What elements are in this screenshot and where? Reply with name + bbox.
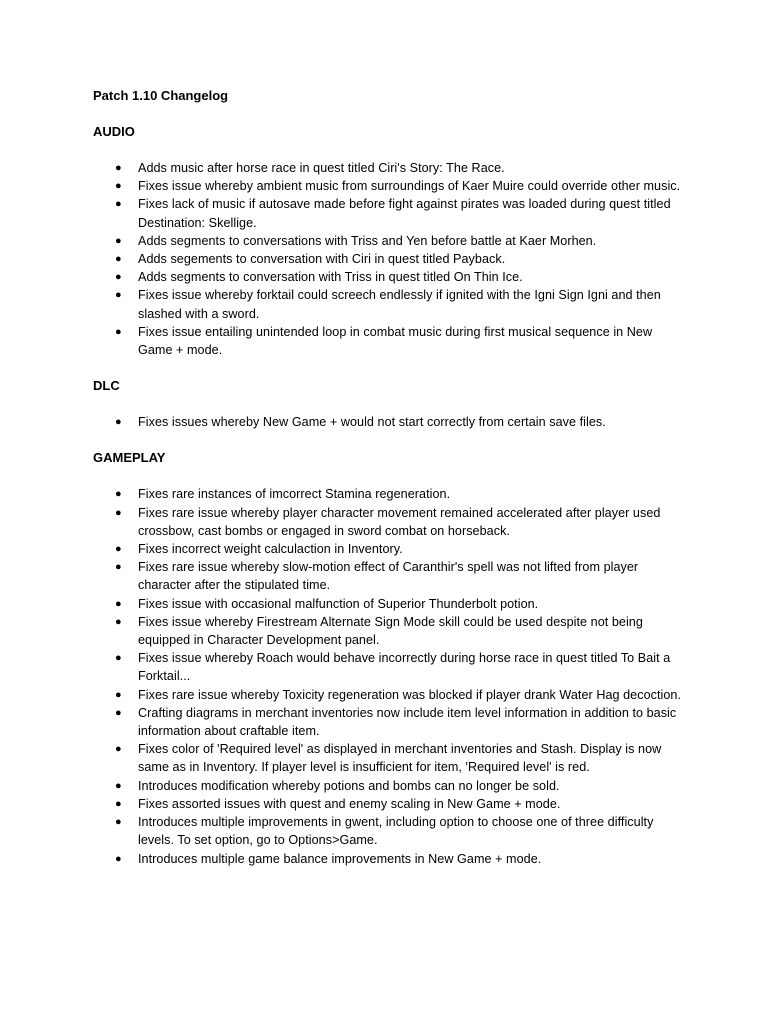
list-item-text: Fixes issue whereby ambient music from surroundings of Kaer Muire could override other music. (138, 179, 681, 194)
list-item-text: Fixes assorted issues with quest and enemy scaling in New Game + mode. (138, 796, 561, 811)
section-gameplay (93, 449, 683, 867)
list-item-text: Fixes issue whereby Firestream Alternate Sign Mode skill could be used despite not being equipped in Character Development panel. (138, 614, 643, 648)
bullet-icon: ● (115, 652, 122, 665)
list-item-text: Fixes rare issue whereby slow-motion effect of Caranthir's spell was not lifted from player character after the stipulated time. (138, 560, 639, 593)
list-item-text: Fixes incorrect weight calculaction in Inventory. (138, 542, 403, 557)
bullet-icon: ● (115, 488, 122, 501)
list-item (93, 268, 683, 286)
list-item (93, 613, 683, 649)
list-item (93, 177, 683, 195)
bullet-icon: ● (115, 597, 122, 610)
changelog-sections (93, 123, 683, 868)
list-item-text: Fixes rare issue whereby Toxicity regeneration was blocked if player drank Water Hag decoction. (138, 687, 682, 702)
list-item-text: Fixes issues whereby New Game + would not start correctly from certain save files. (138, 415, 606, 430)
bullet-icon: ● (115, 743, 122, 756)
bullet-icon: ● (115, 180, 122, 193)
list-item (93, 813, 683, 849)
list-item (93, 286, 683, 322)
bullet-icon: ● (115, 271, 122, 284)
section-heading: DLC (93, 378, 120, 394)
list-item (93, 195, 683, 231)
list-item (93, 323, 683, 359)
bullet-list (93, 413, 683, 431)
list-item (93, 740, 683, 776)
bullet-icon: ● (115, 162, 122, 174)
list-item-text: Fixes issue entailing unintended loop in combat music during first musical sequence in New Game + mode. (138, 324, 653, 358)
list-item (93, 485, 683, 503)
list-item-text: Introduces modification whereby potions and bombs can no longer be sold. (138, 778, 560, 793)
list-item (93, 159, 683, 177)
list-item (93, 250, 683, 268)
list-item-text: Crafting diagrams in merchant inventories now include item level information in addition to basic information about craftable item. (138, 705, 677, 739)
bullet-list (93, 159, 683, 359)
bullet-icon: ● (115, 615, 122, 628)
bullet-icon: ● (115, 797, 122, 810)
section-dlc (93, 377, 683, 431)
list-item-text: Introduces multiple improvements in gwent, including option to choose one of three difficulty levels. To set option, go to Options>Game. (138, 815, 654, 848)
list-item (93, 504, 683, 540)
bullet-icon: ● (115, 234, 122, 247)
changelog-document (93, 87, 683, 868)
list-item-text: Introduces multiple game balance improvements in New Game + mode. (138, 851, 542, 866)
bullet-list (93, 485, 683, 867)
section-heading: AUDIO (93, 124, 135, 139)
list-item-text: Fixes issue whereby Roach would behave incorrectly during horse race in quest titled To Bait a Forktail... (138, 651, 671, 684)
list-item-text: Adds segments to conversation with Triss in quest titled On Thin Ice. (138, 270, 523, 285)
list-item-text: Adds segments to conversations with Triss and Yen before battle at Kaer Morhen. (138, 233, 597, 248)
bullet-icon: ● (115, 289, 122, 302)
list-item (93, 704, 683, 740)
bullet-icon: ● (115, 506, 122, 519)
bullet-icon: ● (115, 325, 122, 338)
bullet-icon: ● (115, 779, 122, 792)
bullet-icon: ● (115, 688, 122, 701)
list-item-text: Fixes color of 'Required level' as displayed in merchant inventories and Stash. Display is now same as in Inventory. If player level is insufficient for item, 'Required level' is red. (138, 742, 662, 775)
list-item (93, 413, 683, 431)
list-item-text: Fixes rare issue whereby player character movement remained accelerated after player used crossbow, cast bombs or engaged in sword combat on horseback. (138, 505, 661, 538)
bullet-icon: ● (115, 816, 122, 829)
list-item (93, 649, 683, 685)
list-item (93, 686, 683, 704)
list-item (93, 850, 683, 868)
list-item (93, 558, 683, 594)
bullet-icon: ● (115, 706, 122, 719)
list-item-text: Adds music after horse race in quest titled Ciri's Story: The Race. (138, 161, 505, 175)
list-item (93, 795, 683, 813)
bullet-icon: ● (115, 416, 122, 429)
list-item (93, 540, 683, 558)
list-item (93, 232, 683, 250)
bullet-icon: ● (115, 852, 122, 865)
list-item-text: Adds segements to conversation with Ciri in quest titled Payback. (138, 252, 506, 267)
list-item (93, 595, 683, 613)
bullet-icon: ● (115, 253, 122, 266)
list-item-text: Fixes issue whereby forktail could screech endlessly if ignited with the Igni Sign Igni and then slashed with a sword. (138, 288, 661, 321)
list-item-text: Fixes issue with occasional malfunction of Superior Thunderbolt potion. (138, 596, 539, 611)
list-item (93, 777, 683, 795)
bullet-icon: ● (115, 198, 122, 211)
list-item-text: Fixes lack of music if autosave made before fight against pirates was loaded during quest titled Destination: Skellige. (138, 197, 671, 230)
list-item-text: Fixes rare instances of imcorrect Stamina regeneration. (138, 487, 451, 502)
document-title: Patch 1.10 Changelog (93, 88, 229, 103)
section-audio (93, 123, 683, 359)
section-heading: GAMEPLAY (93, 450, 166, 466)
bullet-icon: ● (115, 543, 122, 556)
bullet-icon: ● (115, 561, 122, 574)
